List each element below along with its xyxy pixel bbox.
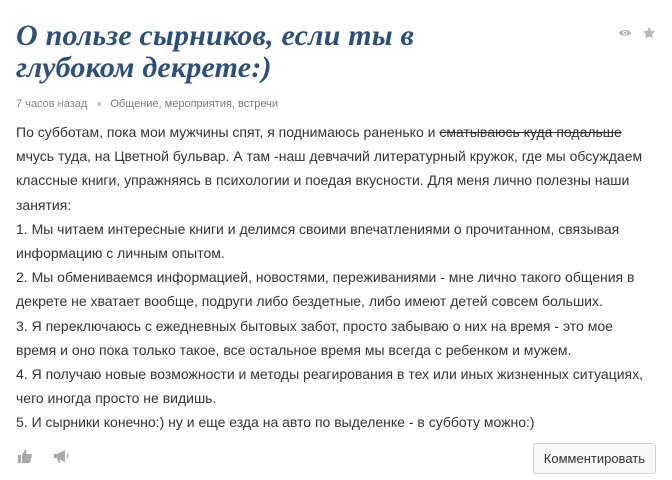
- post-categories[interactable]: Общение, мероприятия, встречи: [110, 98, 279, 110]
- comment-button[interactable]: Комментировать: [533, 443, 656, 474]
- star-icon[interactable]: [642, 26, 656, 40]
- strikethrough-text: сматываюсь куда подальше: [439, 124, 622, 140]
- post-point-5: 5. И сырники конечно:) ну и еще езда на авто по выделенке - в субботу можно:): [16, 414, 535, 431]
- post-body: [16, 120, 656, 435]
- megaphone-icon[interactable]: [52, 447, 70, 465]
- post-meta: [16, 98, 656, 110]
- post-point-2: 2. Мы обмениваемся информацией, новостями, переживаниями - мне лично такого общения в декрете не хватает вообще, подруги либо бездетные, либо имеют детей совсем больших.: [16, 269, 635, 310]
- post-time: 7 часов назад: [16, 98, 88, 110]
- meta-separator: [97, 102, 101, 106]
- post-point-3: 3. Я переключаюсь с ежедневных бытовых забот, просто забываю о них на время - это мое время и оно пока только такое, все остальное время мы всегда с ребенком и мужем.: [16, 317, 613, 358]
- post-footer: [16, 443, 656, 473]
- post-intro: По субботам, пока мои мужчины спят, я поднимаюсь раненько и сматываюсь куда подальше мчусь туда, на Цветной бульвар. А там -наш девчачий литературный кружок, где мы обсуждаем классные книги, упражняясь в психологии и поедая вкусности. Для меня лично полезны наши занятия:: [16, 124, 643, 213]
- post-title[interactable]: О пользе сырников, если ты в глубоком декрете:): [16, 19, 415, 84]
- thumbs-up-icon[interactable]: [16, 447, 34, 465]
- post-point-1: 1. Мы читаем интересные книги и делимся своими впечатлениями о прочитанном, связывая информацию с личным опытом.: [16, 220, 620, 262]
- post-actions-top: [618, 26, 656, 40]
- eye-icon[interactable]: [618, 26, 632, 40]
- post-point-4: 4. Я получаю новые возможности и методы реагирования в тех или иных жизненных ситуациях, чего иногда просто не видишь.: [16, 366, 644, 407]
- post: [16, 20, 656, 435]
